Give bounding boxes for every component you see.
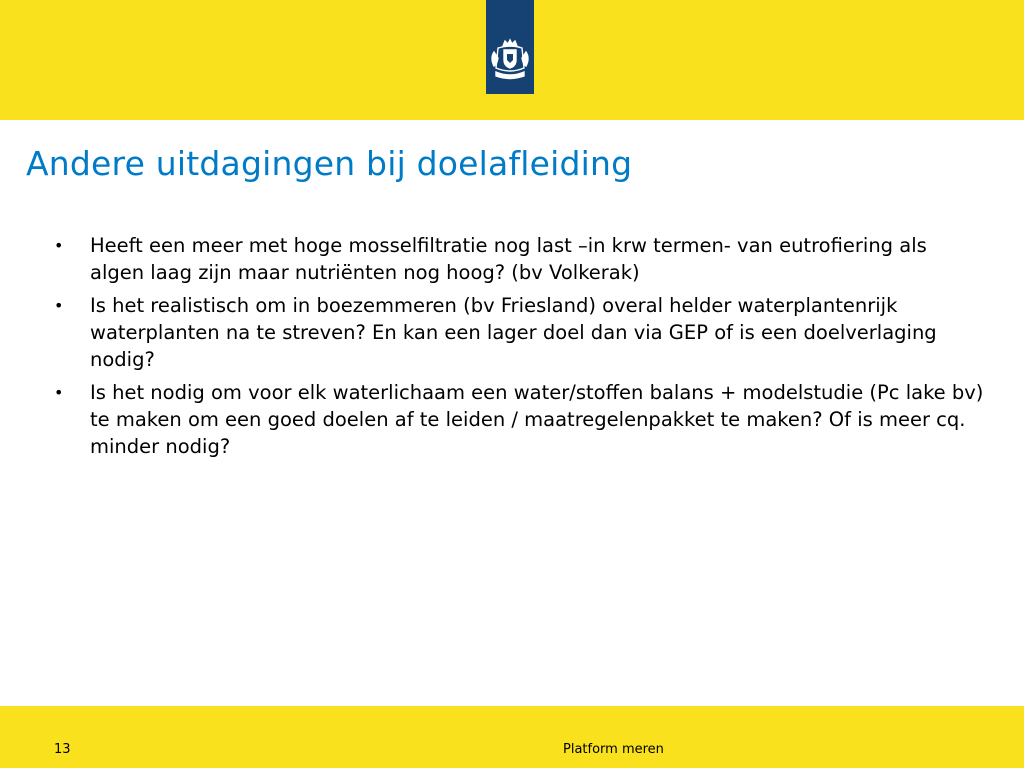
footer-band — [0, 706, 1024, 768]
slide-title: Andere uitdagingen bij doelafleiding — [26, 144, 633, 183]
bullet-list — [54, 232, 984, 466]
bullet-item — [54, 232, 984, 286]
bullet-marker: • — [54, 236, 64, 255]
page-number: 13 — [54, 742, 71, 757]
bullet-marker: • — [54, 296, 64, 315]
bullet-text: Is het realistisch om in boezemmeren (bv Friesland) overal helder waterplantenrijk waterplanten na te streven? En kan een lager doel dan via GEP of is een doelverlaging nodig? — [90, 294, 937, 371]
bullet-text: Heeft een meer met hoge mosselfiltratie nog last –in krw termen- van eutrofiering als algen laag zijn maar nutriënten nog hoog? (bv Volkerak) — [90, 234, 927, 284]
footer-label: Platform meren — [563, 742, 664, 757]
bullet-text: Is het nodig om voor elk waterlichaam een water/stoffen balans + modelstudie (Pc lake bv) te maken om een goed doelen af te leiden / maatregelenpakket te maken? Of is meer cq. minder nodig? — [90, 381, 984, 458]
bullet-marker: • — [54, 383, 64, 402]
coat-of-arms-icon — [486, 38, 534, 82]
header-band — [0, 0, 1024, 120]
bullet-item — [54, 379, 984, 460]
bullet-item — [54, 292, 984, 373]
government-logo — [486, 0, 534, 94]
